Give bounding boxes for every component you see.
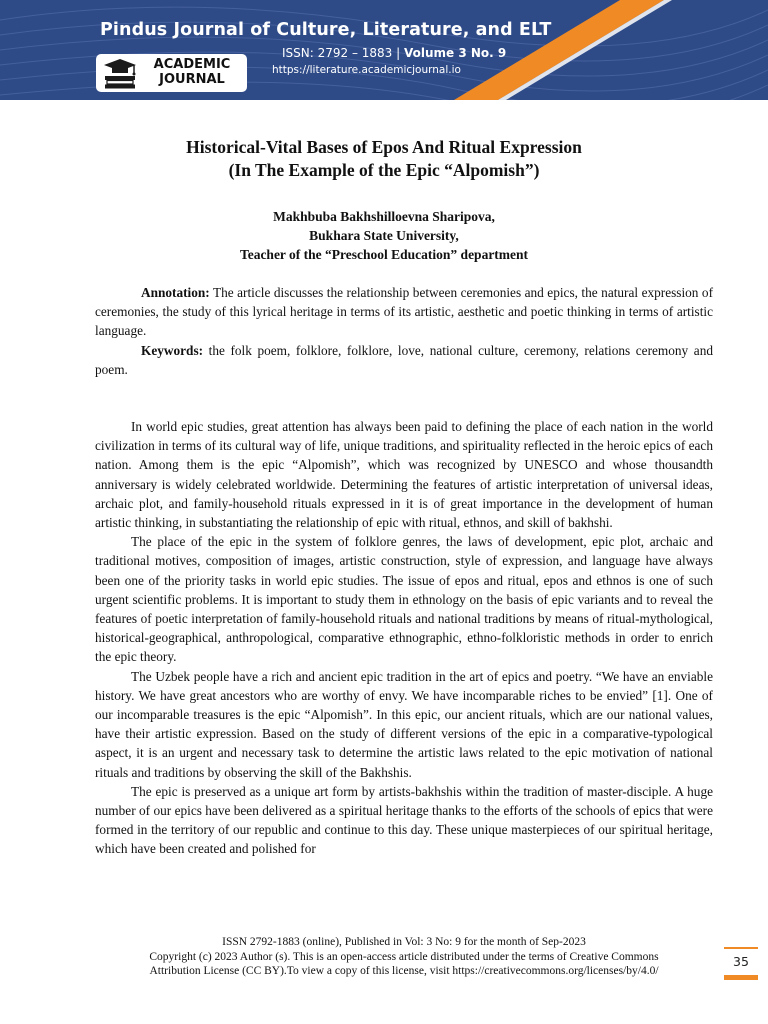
body-paragraph-3: The Uzbek people have a rich and ancient epic tradition in the art of epics and poetry. “We have an enviable history. We have great ancestors who are worthy of envy. We have incomparable riches to be envied” [1]. One of our incomparable treasures is the epic “Alpomish”. In this epic, our ancient rituals, which are our national values, have their artistic expression. Based on the study of different versions of the epic in a comparative-typological aspect, it is an urgent and necessary task to determine the artistic laws related to the epic motivation of national rituals and traditions by observing the skill of the Bakhshis. xyxy=(95,668,713,780)
author-block xyxy=(60,207,708,264)
keywords-label: Keywords: xyxy=(141,343,204,358)
keywords-text: the folk poem, folklore, folklore, love, national culture, ceremony, relations ceremony and poem. xyxy=(95,343,713,378)
annotation-label: Annotation: xyxy=(141,285,210,300)
page-footer xyxy=(95,935,713,979)
title-line-1: Historical-Vital Bases of Epos And Ritual Expression xyxy=(186,137,582,157)
title-line-2: (In The Example of the Epic “Alpomish”) xyxy=(228,160,540,180)
page-number: 35 xyxy=(733,954,749,969)
page-number-rule-top xyxy=(724,947,758,949)
logo-line-journal: JOURNAL xyxy=(159,72,225,87)
logo-line-academic: ACADEMIC xyxy=(153,57,231,72)
article-title xyxy=(60,136,708,182)
annotation-paragraph xyxy=(95,283,713,341)
journal-url[interactable]: https://literature.academicjournal.io xyxy=(272,64,461,76)
author-affiliation: Bukhara State University, xyxy=(309,228,459,243)
author-position: Teacher of the “Preschool Education” department xyxy=(239,247,529,262)
footer-license-line: Attribution License (CC BY).To view a copy of this license, visit https://creativecommons.org/licenses/by/4.0/ xyxy=(149,965,659,977)
body-paragraph-2: The place of the epic in the system of folklore genres, the laws of development, epic plot, archaic and traditional motives, composition of images, artistic construction, style of expression, and language have always been one of the priority tasks in world epic studies. The issue of epos and ritual, epos and ethnos is one of such urgent scientific problems. It is important to study them in ethnology on the basis of epic variants and to reveal the features of poetic interpretation of family-household rituals and national traditions by means of ritual-mythological, historical-geographical, anthropological, comparative ethnographic, ethno-folkloristic methods in order to enrich the epic theory. xyxy=(95,534,713,665)
graduation-cap-books-icon xyxy=(102,57,138,89)
article-body xyxy=(95,417,713,859)
body-paragraph-4: The epic is preserved as a unique art form by artists-bakhshis within the tradition of master-disciple. A huge number of our epics have been delivered as a spiritual heritage thanks to the efforts of the schools of epics that were formed in the territory of our republic and continue to this day. These unique masterpieces of our spiritual heritage, which have been created and polished for xyxy=(95,783,713,857)
logo-text xyxy=(140,57,244,87)
author-name: Makhbuba Bakhshilloevna Sharipova, xyxy=(273,209,495,224)
volume-text: Volume 3 No. 9 xyxy=(404,46,507,60)
footer-copyright-line: Copyright (c) 2023 Author (s). This is an open-access article distributed under the terms of Creative Commons xyxy=(149,950,659,963)
journal-header-banner xyxy=(0,0,768,100)
journal-title: Pindus Journal of Culture, Literature, and ELT xyxy=(100,20,552,40)
issn-volume-line xyxy=(282,46,506,60)
body-paragraph-1: In world epic studies, great attention has always been paid to defining the place of each nation in the world civilization in terms of its cultural way of life, unique traditions, and spirituality reflected in the heroic epics of each nation. Among them is the epic “Alpomish”, which was recognized by UNESCO and whose thousandth anniversary is widely celebrated worldwide. Determining the features of artistic interpretation of universal ideas, archaic plot, and family-household rituals expressed in it is of great importance in the development of human artistic thinking, in substantiating the relationship of epic with ritual, ethnos, and skill of bakhshi. xyxy=(95,419,713,531)
page-number-rule-bottom xyxy=(724,975,758,980)
keywords-paragraph xyxy=(95,341,713,379)
academic-journal-logo[interactable] xyxy=(96,54,247,92)
annotation-text: The article discusses the relationship between ceremonies and epics, the natural expression of ceremonies, the study of this lyrical heritage in terms of its artistic, aesthetic and poetic thinking in terms of artistic language. xyxy=(95,285,713,339)
issn-text: ISSN: 2792 – 1883 | xyxy=(282,46,404,60)
footer-issn-line: ISSN 2792-1883 (online), Published in Vol: 3 No: 9 for the month of Sep-2023 xyxy=(222,936,586,948)
